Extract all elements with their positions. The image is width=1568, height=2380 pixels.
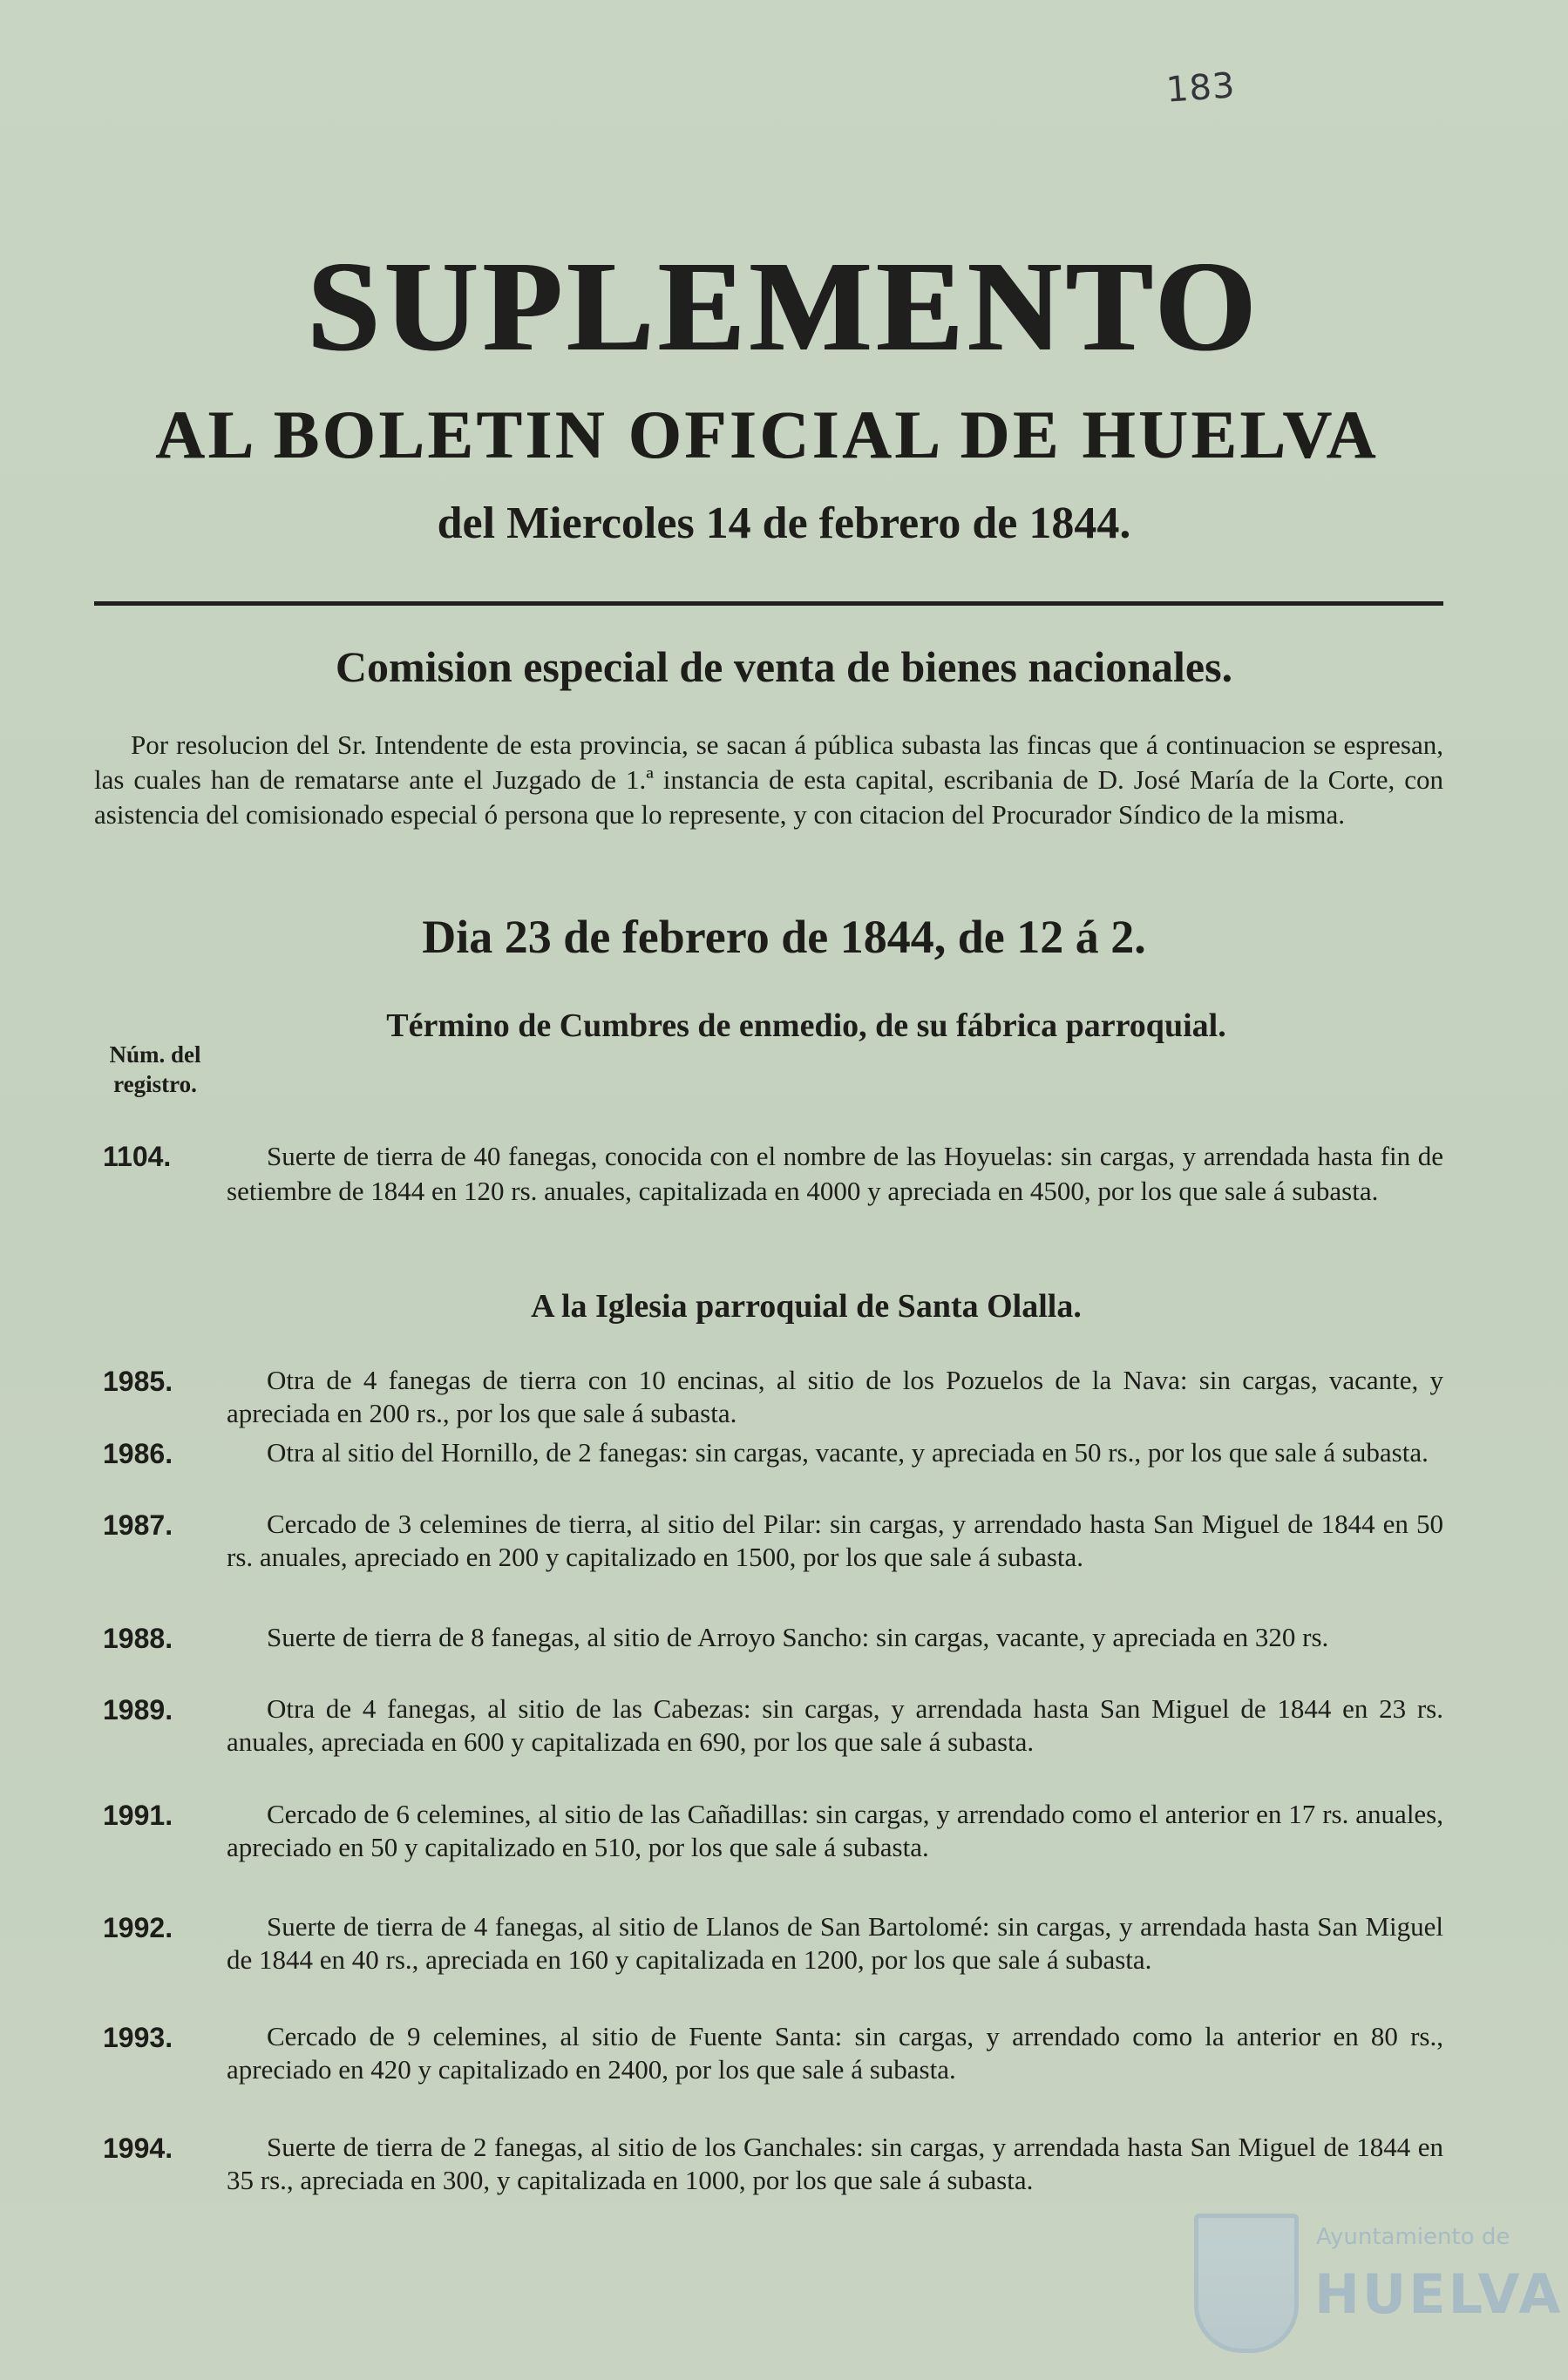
- entry-text: Otra de 4 fanegas, al sitio de las Cabezas: sin cargas, y arrendada hasta San Miguel de 1844 en 23 rs. anuales, apreciada en 600 y capitalizada en 690, por los que sale á subasta.: [227, 1693, 1443, 1757]
- watermark-name: HUELVA: [1314, 2262, 1564, 2326]
- entry-text: Suerte de tierra de 2 fanegas, al sitio de los Ganchales: sin cargas, y arrendada hasta San Miguel de 1844 en 35 rs., apreciada en 300, y capitalizada en 1000, por los que sale á subasta.: [227, 2132, 1443, 2195]
- shield-icon: [1194, 2214, 1299, 2353]
- entry-number: 1988.: [103, 1623, 173, 1654]
- entry-text: Suerte de tierra de 40 fanegas, conocida con el nombre de las Hoyuelas: sin cargas, y arrendada hasta fin de setiembre de 1844 en 120 rs. anuales, capitalizada en 4000 y apreciada en 4500, por los que sale á subasta.: [227, 1141, 1443, 1206]
- entry-number: 1991.: [103, 1800, 173, 1831]
- subsection-heading-santa-olalla: A la Iglesia parroquial de Santa Olalla.: [531, 1288, 1082, 1325]
- sale-date-heading: Dia 23 de febrero de 1844, de 12 á 2.: [422, 911, 1146, 963]
- entry-text: Suerte de tierra de 4 fanegas, al sitio de Llanos de San Bartolomé: sin cargas, y arrendada hasta San Miguel de 1844 en 40 rs., apreciada en 160 y capitalizada en 1200, por los que sale á subasta.: [227, 1911, 1443, 1975]
- register-number-header: Núm. del registro.: [109, 1041, 201, 1097]
- intro-paragraph: Por resolucion del Sr. Intendente de esta provincia, se sacan á pública subasta las fincas que á continuacion se espresan, las cuales han de rematarse ante el Juzgado de 1.ª instancia de esta capital, escribania de D. José María de la Corte, con asistencia del comisionado especial ó persona que lo represente, y con citacion del Procurador Síndico de la misma.: [94, 729, 1443, 830]
- dateline: del Miercoles 14 de febrero de 1844.: [437, 498, 1131, 548]
- entry-number: 1989.: [103, 1694, 173, 1726]
- entry-number: 1986.: [103, 1438, 173, 1469]
- entry-text: Cercado de 9 celemines, al sitio de Fuente Santa: sin cargas, y arrendado como la anterior en 80 rs., apreciado en 420 y capitalizado en 2400, por los que sale á subasta.: [227, 2021, 1443, 2085]
- entry-number: 1992.: [103, 1912, 173, 1943]
- page-number: 183: [1164, 65, 1237, 111]
- section-heading: Comision especial de venta de bienes nacionales.: [335, 642, 1233, 691]
- entry-number: 1994.: [103, 2133, 173, 2164]
- entry-text: Cercado de 3 celemines de tierra, al sitio del Pilar: sin cargas, y arrendado hasta San Miguel de 1844 en 50 rs. anuales, apreciado en 200 y capitalizado en 1500, por los que sale á subasta.: [227, 1509, 1443, 1572]
- subsection-heading-cumbres: Término de Cumbres de enmedio, de su fábrica parroquial.: [386, 1007, 1226, 1044]
- document-title: SUPLEMENTO: [307, 235, 1261, 378]
- entry-number: 1993.: [103, 2022, 173, 2053]
- entry-number: 1104.: [103, 1141, 172, 1172]
- entry-number: 1987.: [103, 1509, 173, 1541]
- entry-text: Suerte de tierra de 8 fanegas, al sitio de Arroyo Sancho: sin cargas, vacante, y apreciada en 320 rs.: [267, 1622, 1329, 1652]
- document-subtitle: AL BOLETIN OFICIAL DE HUELVA: [155, 397, 1379, 472]
- entry-number: 1985.: [103, 1366, 173, 1397]
- entry-text: Otra de 4 fanegas de tierra con 10 encinas, al sitio de los Pozuelos de la Nava: sin cargas, vacante, y apreciada en 200 rs., por los que sale á subasta.: [227, 1365, 1443, 1428]
- watermark-label: Ayuntamiento de: [1316, 2224, 1510, 2250]
- entry-text: Otra al sitio del Hornillo, de 2 fanegas: sin cargas, vacante, y apreciada en 50 rs., por los que sale á subasta.: [267, 1437, 1429, 1468]
- header-rule: [94, 601, 1443, 606]
- archive-watermark: [1194, 2205, 1564, 2370]
- entry-text: Cercado de 6 celemines, al sitio de las Cañadillas: sin cargas, y arrendado como el anterior en 17 rs. anuales, apreciado en 50 y capitalizado en 510, por los que sale á subasta.: [227, 1799, 1443, 1862]
